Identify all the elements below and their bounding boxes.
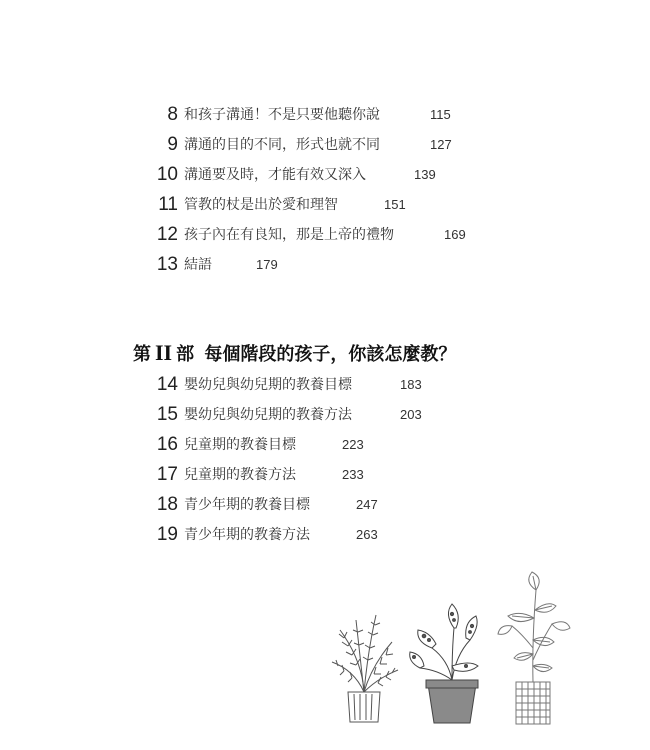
page-number: 223 xyxy=(342,437,364,452)
chapter-title: 嬰幼兒與幼兒期的教養方法 xyxy=(184,407,352,423)
chapter-number: 8 xyxy=(167,104,178,125)
chapter-title: 孩子內在有良知，那是上帝的禮物 xyxy=(184,227,394,243)
toc-entry-17[interactable] xyxy=(150,463,480,487)
page-number: 183 xyxy=(400,377,422,392)
caladium-plant-icon xyxy=(410,604,478,723)
chapter-number: 12 xyxy=(156,224,178,245)
plants-illustration xyxy=(320,570,580,740)
page-number: 263 xyxy=(356,527,378,542)
part-suffix: 部 xyxy=(176,344,195,365)
page-number: 203 xyxy=(400,407,422,422)
toc-entry-13[interactable] xyxy=(150,253,480,277)
part-title: 每個階段的孩子，你該怎麼教？ xyxy=(204,344,457,365)
toc-entry-12[interactable] xyxy=(150,223,480,247)
toc-entry-11[interactable] xyxy=(150,193,480,217)
chapter-title: 和孩子溝通！不是只要他聽你說 xyxy=(184,107,380,123)
chapter-number: 14 xyxy=(156,374,178,395)
toc-entry-14[interactable] xyxy=(150,373,480,397)
toc-entry-10[interactable] xyxy=(150,163,480,187)
page-number: 247 xyxy=(356,497,378,512)
part-heading xyxy=(133,338,456,368)
page-number: 179 xyxy=(256,257,278,272)
chapter-title: 結語 xyxy=(184,257,212,273)
chapter-number: 9 xyxy=(167,134,178,155)
toc-entry-15[interactable] xyxy=(150,403,480,427)
chapter-number: 16 xyxy=(156,434,178,455)
fern-plant-icon xyxy=(332,615,398,722)
toc-entry-19[interactable] xyxy=(150,523,480,547)
fiddle-leaf-plant-icon xyxy=(498,572,570,724)
toc-entry-16[interactable] xyxy=(150,433,480,457)
chapter-title: 嬰幼兒與幼兒期的教養目標 xyxy=(184,377,352,393)
chapter-title: 青少年期的教養目標 xyxy=(184,497,310,513)
page-number: 115 xyxy=(430,107,451,122)
part-roman-numeral: II xyxy=(155,340,173,365)
page-number: 233 xyxy=(342,467,364,482)
toc-entry-9[interactable] xyxy=(150,133,480,157)
chapter-number: 17 xyxy=(156,464,178,485)
chapter-number: 10 xyxy=(156,164,178,185)
part-prefix: 第 xyxy=(133,344,151,365)
chapter-number: 15 xyxy=(156,404,178,425)
chapter-title: 溝通的目的不同，形式也就不同 xyxy=(184,137,380,153)
toc-entry-8[interactable] xyxy=(150,103,480,127)
chapter-title: 青少年期的教養方法 xyxy=(184,527,310,543)
chapter-number: 11 xyxy=(158,194,178,215)
chapter-number: 13 xyxy=(156,254,178,275)
chapter-title: 管教的杖是出於愛和理智 xyxy=(184,197,338,213)
page-number: 169 xyxy=(444,227,466,242)
chapter-title: 兒童期的教養目標 xyxy=(184,437,296,453)
chapter-title: 兒童期的教養方法 xyxy=(184,467,296,483)
chapter-number: 18 xyxy=(156,494,178,515)
chapter-number: 19 xyxy=(156,524,178,545)
page-number: 127 xyxy=(430,137,452,152)
toc-entry-18[interactable] xyxy=(150,493,480,517)
page-number: 139 xyxy=(414,167,436,182)
chapter-title: 溝通要及時，才能有效又深入 xyxy=(184,167,366,183)
page-number: 151 xyxy=(384,197,406,212)
